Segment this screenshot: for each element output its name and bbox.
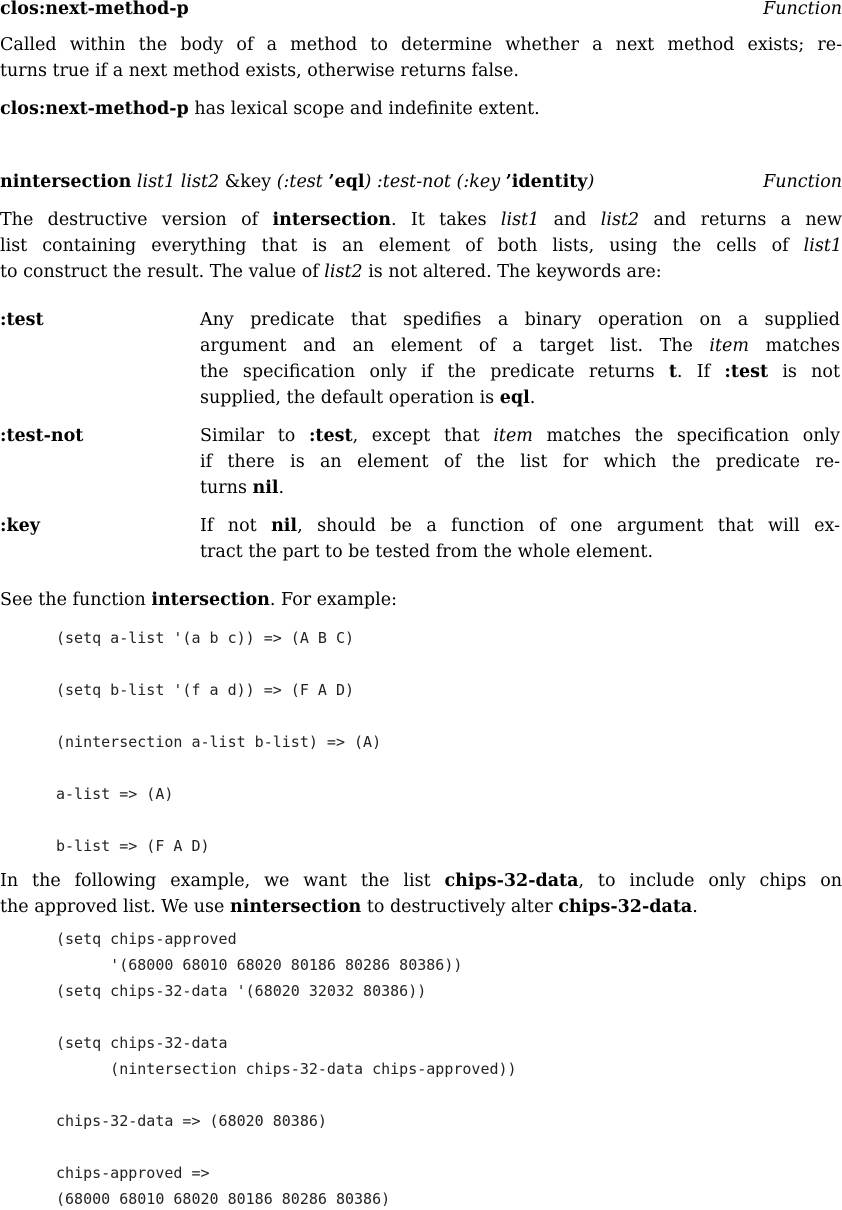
code-line: chips-approved => <box>56 1164 210 1182</box>
example-intro-line: the approved list. We use nintersection to destructively alter chips-32-data. <box>0 897 698 917</box>
entry-category: Function <box>763 172 842 192</box>
entry-args: list1 list2 <box>131 172 225 192</box>
entry-header-nintersection: nintersection list1 list2 &key (:test ’eql) :test-not (:key ’identity) Function <box>0 172 842 192</box>
entry-header-next-method-p <box>0 0 842 21</box>
example-intro-line: In the following example, we want the list chips-32-data, to include only chips on <box>0 871 842 891</box>
code-line: (setq a-list '(a b c)) => (A B C) <box>56 629 355 647</box>
intro-line: list containing everything that is an element of both lists, using the cells of list1 <box>0 236 842 256</box>
code-line: chips-32-data => (68020 80386) <box>56 1112 327 1130</box>
keyword-desc-line: Similar to :test, except that item matches the specification only <box>200 426 840 446</box>
keyword-desc-line: Any predicate that spedifies a binary operation on a supplied <box>200 310 840 330</box>
entry-description-line: turns true if a next method exists, otherwise returns false. <box>0 61 519 81</box>
keyword-term-key: :key <box>0 516 40 536</box>
code-line: (setq b-list '(f a d)) => (F A D) <box>56 681 355 699</box>
entry-name: clos:next-method-p <box>0 0 189 19</box>
code-line: (nintersection chips-32-data chips-approved)) <box>56 1060 517 1078</box>
intro-line: to construct the result. The value of list2 is not altered. The keywords are: <box>0 262 662 282</box>
entry-description-line: Called within the body of a method to determine whether a next method exists; re- <box>0 35 842 55</box>
code-line: (setq chips-approved <box>56 930 237 948</box>
entry-name: nintersection <box>0 172 132 192</box>
keyword-desc-line: turns nil. <box>200 478 285 498</box>
entry-scope-note: clos:next-method-p has lexical scope and indefinite extent. <box>0 99 540 119</box>
code-line: (setq chips-32-data <box>56 1034 228 1052</box>
code-line: (setq chips-32-data '(68020 32032 80386)) <box>56 982 427 1000</box>
code-line: (nintersection a-list b-list) => (A) <box>56 733 382 751</box>
see-also: See the function intersection. For example: <box>0 590 397 610</box>
keyword-desc-line: supplied, the default operation is eql. <box>200 388 536 408</box>
code-line: (68000 68010 68020 80186 80286 80386) <box>56 1190 391 1208</box>
keyword-desc-line: the specification only if the predicate returns t. If :test is not <box>200 362 840 382</box>
keyword-term-test-not: :test-not <box>0 426 84 446</box>
keyword-term-test: :test <box>0 310 44 330</box>
intro-line: The destructive version of intersection. It takes list1 and list2 and returns a new <box>0 210 842 230</box>
keyword-desc-line: tract the part to be tested from the whole element. <box>200 542 654 562</box>
code-line: b-list => (F A D) <box>56 837 210 855</box>
code-line: '(68000 68010 68020 80186 80286 80386)) <box>56 956 463 974</box>
code-line: a-list => (A) <box>56 785 174 803</box>
entry-category: Function <box>763 0 842 19</box>
keyword-desc-line: If not nil, should be a function of one argument that will ex- <box>200 516 840 536</box>
keyword-desc-line: if there is an element of the list for which the predicate re- <box>200 452 840 472</box>
keyword-desc-line: argument and an element of a target list. The item matches <box>200 336 840 356</box>
entry-name-ref: clos:next-method-p <box>0 99 189 119</box>
